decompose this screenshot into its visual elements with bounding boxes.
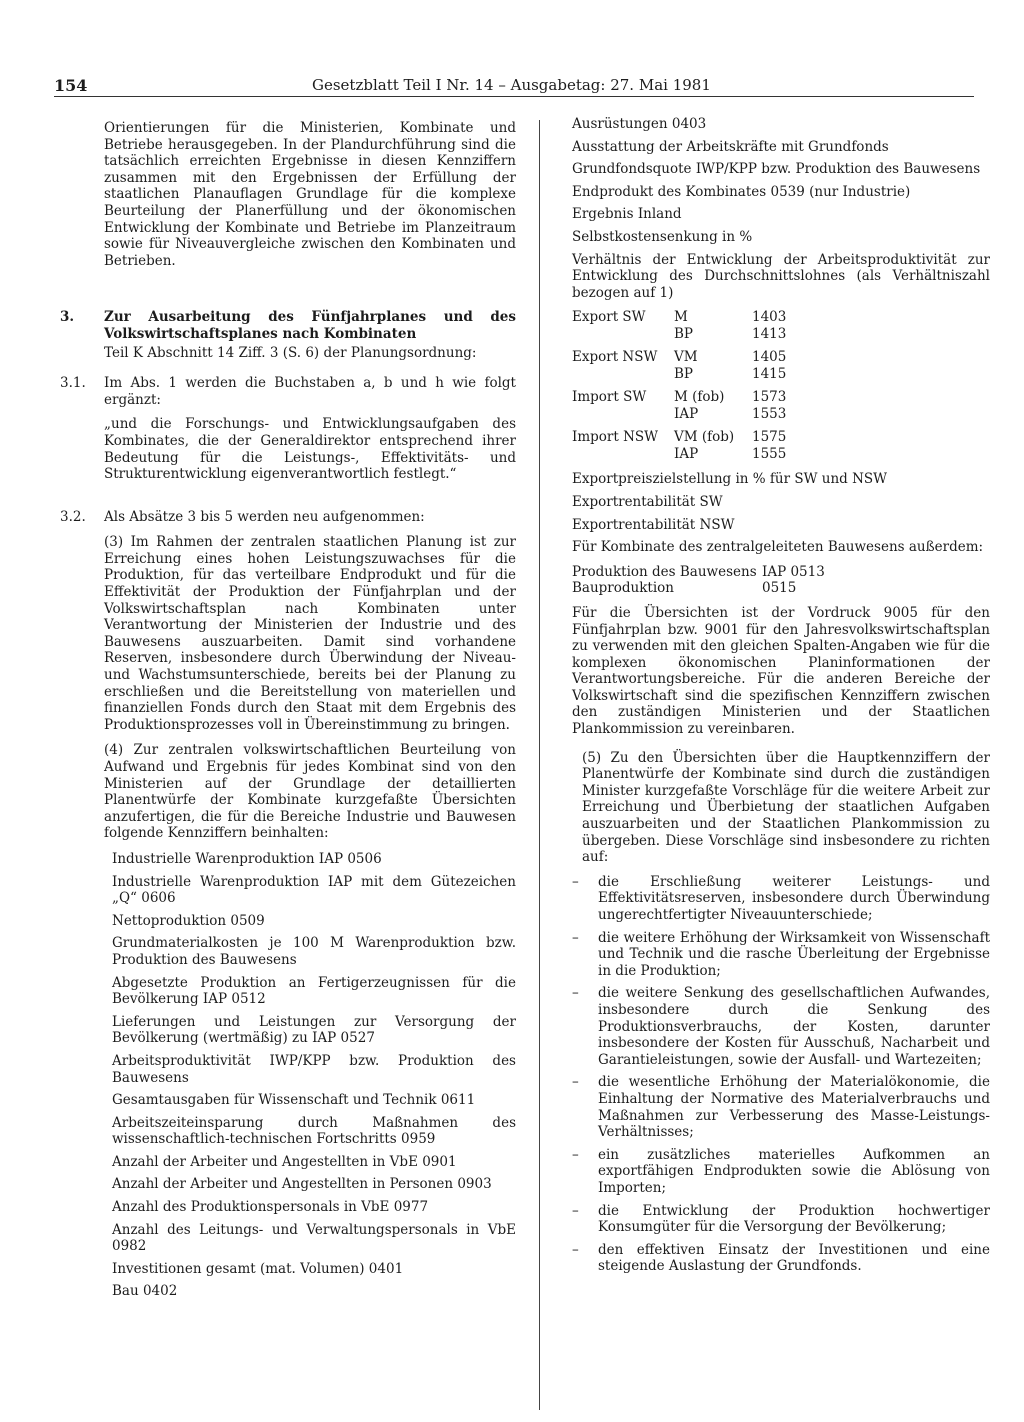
section-3-1-number: 3.1. bbox=[60, 375, 86, 392]
section-3-reference: Teil K Abschnitt 14 Ziff. 3 (S. 6) der Planungsordnung: bbox=[104, 344, 477, 361]
list-item: Selbstkostensenkung in % bbox=[572, 228, 753, 245]
list-item: Industrielle Warenproduktion IAP 0506 bbox=[112, 850, 382, 867]
list-item: Bau 0402 bbox=[112, 1283, 178, 1300]
list-item: – die Erschließung weiterer Leistungs- und Effektivitätsreserven, insbesondere durch Überwindung ungerechtfertigter Niveauunterschiede; bbox=[572, 873, 990, 923]
list-item: – den effektiven Einsatz der Investitionen und eine steigende Auslastung der Grundfonds. bbox=[572, 1241, 990, 1275]
list-item: Ausstattung der Arbeitskräfte mit Grundfonds bbox=[572, 138, 889, 155]
list-item: Anzahl der Arbeiter und Angestellten in VbE 0901 bbox=[112, 1153, 457, 1170]
paragraph-5: (5) Zu den Übersichten über die Hauptkennziffern der Planentwürfe der Kombinate sind durch die zuständigen Minister kurzgefaßte Vorschläge für die weitere Arbeit zur Erreichung und Überbietung der staatlichen Aufgaben auszuarbeiten und der Staatlichen Plankommission zu übergeben. Diese Vorschläge sind insbesondere zu richten auf: bbox=[582, 749, 990, 866]
list-item: – die wesentliche Erhöhung der Materialökonomie, die Einhaltung der Normative des Materialverbrauchs und Maßnahmen zur Verbesserung des Masse-Leistungs-Verhältnisses; bbox=[572, 1074, 990, 1141]
dash-list bbox=[572, 874, 990, 1275]
kennziffer-list bbox=[112, 851, 516, 1300]
section-3-1 bbox=[60, 375, 516, 483]
section-3-2 bbox=[60, 508, 516, 1300]
dash-bullet: – bbox=[572, 985, 579, 1002]
list-item: Exportrentabilität NSW bbox=[572, 516, 735, 533]
running-title: Gesetzblatt Teil I Nr. 14 – Ausgabetag: 27. Mai 1981 bbox=[312, 76, 711, 94]
code-row: Export SW M 1403 bbox=[572, 309, 787, 326]
list-item: – ein zusätzliches materielles Aufkommen an exportfähigen Endprodukten sowie die Ablösung von Importen; bbox=[572, 1146, 990, 1196]
page-number: 154 bbox=[54, 76, 88, 95]
list-item: Grundmaterialkosten je 100 M Warenproduktion bzw. Produktion des Bauwesens bbox=[112, 935, 516, 968]
trade-code-table bbox=[572, 309, 990, 462]
list-item: Für Kombinate des zentralgeleiteten Bauwesens außerdem: bbox=[572, 539, 984, 556]
list-item: Gesamtausgaben für Wissenschaft und Technik 0611 bbox=[112, 1092, 476, 1109]
list-item: Ergebnis Inland bbox=[572, 206, 682, 223]
uebersichten-paragraph: Für die Übersichten ist der Vordruck 9005 für den Fünfjahrplan bzw. 9001 für den Jahresvolkswirtschaftsplan zu verwenden mit den gleichen Spalten-Angaben wie für die komplexen ökonomischen Planinformationen der Verantwortungsbereiche. Für die anderen Bereiche der Volkswirtschaft sind die spezifischen Kennziffern zwischen den zuständigen Ministerien und der Staatlichen Plankommission zu vereinbaren. bbox=[572, 604, 990, 738]
section-3-2-number: 3.2. bbox=[60, 508, 86, 525]
code-row: Bauproduktion 0515 bbox=[572, 580, 797, 597]
paragraph-4: (4) Zur zentralen volkswirtschaftlichen Beurteilung von Aufwand und Ergebnis für jedes Kombinat sind von den Ministerien auf der Grundlage der detaillierten Planentwürfe der Kombinate kurzgefaßte Übersichten anzufertigen, die für die Bereiche Industrie und Bauwesen folgende Kennziffern beinhalten: bbox=[104, 742, 516, 842]
list-item: – die weitere Erhöhung der Wirksamkeit von Wissenschaft und Technik und die rasche Überleitung der Ergebnisse in die Produktion; bbox=[572, 929, 990, 979]
intro-paragraph: Orientierungen für die Ministerien, Kombinate und Betriebe herausgegeben. In der Plandurchführung sind die tatsächlich erreichten Ergebnisse in diesen Kennziffern zusammen mit den Ergebnissen der Erfüllung der staatlichen Planauflagen Grundlage für die komplexe Beurteilung der Planerfüllung und der ökonomischen Entwicklung der Kombinate und Betriebe im Planzeitraum sowie für Niveauvergleiche zwischen den Kombinaten und Betrieben. bbox=[104, 120, 516, 269]
dash-bullet: – bbox=[572, 1074, 579, 1091]
code-row: IAP 1555 bbox=[674, 445, 787, 462]
list-item: Anzahl des Produktionspersonals in VbE 0977 bbox=[112, 1199, 429, 1216]
code-row: Export NSW VM 1405 bbox=[572, 349, 787, 366]
code-row: Produktion des Bauwesens IAP 0513 bbox=[572, 563, 825, 580]
list-item: Verhältnis der Entwicklung der Arbeitsproduktivität zur Entwicklung des Durchschnittslohnes (als Verhältniszahl bezogen auf 1) bbox=[572, 251, 990, 301]
dash-bullet: – bbox=[572, 1202, 579, 1219]
dash-bullet: – bbox=[572, 1241, 579, 1258]
paragraph-3: (3) Im Rahmen der zentralen staatlichen Planung ist zur Erreichung eines hohen Leistungszuwachses für die Produktion, für das verteilbare Endprodukt und für die Effektivität der Produktion der Fünfjahrplan und der Volkswirtschaftsplan nach Kombinaten unter Verantwortung der Ministerien der Industrie und des Bauwesens auszuarbeiten. Damit sind vorhandene Reserven, insbesondere durch Überwindung der Niveau- und Wachstumsunterschiede, bereits bei der Planung zu erschließen und die Bereitstellung von materiellen und finanziellen Fonds durch den Staat mit dem Ergebnis des Produktionsprozesses voll in Übereinstimmung zu bringen. bbox=[104, 534, 516, 733]
list-item: Arbeitsproduktivität IWP/KPP bzw. Produktion des Bauwesens bbox=[112, 1052, 516, 1086]
bauwesen-codes bbox=[572, 564, 990, 597]
dash-bullet: – bbox=[572, 1146, 579, 1163]
column-divider bbox=[539, 120, 540, 1410]
list-item: – die weitere Senkung des gesellschaftlichen Aufwandes, insbesondere durch die Senkung des Produktionsverbrauchs, der Kosten, darunter insbesondere der Kosten für Ausschuß, Nacharbeit und Garantieleistungen, sowie der Ausfall- und Wartezeiten; bbox=[572, 985, 990, 1068]
list-item: Grundfondsquote IWP/KPP bzw. Produktion des Bauwesens bbox=[572, 161, 981, 178]
list-item: Exportrentabilität SW bbox=[572, 493, 723, 510]
list-item: Arbeitszeiteinsparung durch Maßnahmen des wissenschaftlich-technischen Fortschritts 0959 bbox=[112, 1114, 516, 1148]
list-item: Anzahl des Leitungs- und Verwaltungspersonals in VbE 0982 bbox=[112, 1221, 516, 1255]
code-row: BP 1413 bbox=[674, 325, 787, 342]
list-item: Industrielle Warenproduktion IAP mit dem Gütezeichen „Q“ 0606 bbox=[112, 873, 516, 907]
section-3-1-text: Im Abs. 1 werden die Buchstaben a, b und h wie folgt ergänzt: bbox=[104, 375, 516, 408]
list-item: Lieferungen und Leistungen zur Versorgung der Bevölkerung (wertmäßig) zu IAP 0527 bbox=[112, 1013, 516, 1047]
list-item: Exportpreiszielstellung in % für SW und NSW bbox=[572, 471, 888, 488]
list-item: Anzahl der Arbeiter und Angestellten in Personen 0903 bbox=[112, 1176, 492, 1193]
right-column bbox=[572, 116, 990, 1281]
list-item: – die Entwicklung der Produktion hochwertiger Konsumgüter für die Versorgung der Bevölkerung; bbox=[572, 1202, 990, 1236]
list-item: Nettoproduktion 0509 bbox=[112, 912, 265, 929]
list-item: Ausrüstungen 0403 bbox=[572, 116, 707, 132]
list-item: Endprodukt des Kombinates 0539 (nur Industrie) bbox=[572, 183, 911, 200]
dash-bullet: – bbox=[572, 873, 579, 890]
code-row: Import NSW VM (fob) 1575 bbox=[572, 429, 787, 446]
code-row: BP 1415 bbox=[674, 365, 787, 382]
list-item: Abgesetzte Produktion an Fertigerzeugnissen für die Bevölkerung IAP 0512 bbox=[112, 974, 516, 1008]
header-rule bbox=[54, 96, 974, 97]
dash-bullet: – bbox=[572, 929, 579, 946]
section-3-1-quote: „und die Forschungs- und Entwicklungsaufgaben des Kombinates, die der Generaldirektor entsprechend ihrer Bedeutung für die Leistungs-, Effektivitäts- und Strukturentwicklung eigenverantwortlich festlegt.“ bbox=[104, 416, 516, 483]
section-3-2-text: Als Absätze 3 bis 5 werden neu aufgenommen: bbox=[104, 508, 425, 525]
left-column bbox=[60, 120, 516, 1306]
section-3-title: Zur Ausarbeitung des Fünfjahrplanes und des Volkswirtschaftsplanes nach Kombinaten bbox=[104, 309, 516, 342]
code-row: IAP 1553 bbox=[674, 405, 787, 422]
code-row: Import SW M (fob) 1573 bbox=[572, 389, 787, 406]
section-3 bbox=[60, 309, 516, 361]
section-3-number: 3. bbox=[60, 309, 75, 326]
list-item: Investitionen gesamt (mat. Volumen) 0401 bbox=[112, 1260, 404, 1277]
page-header bbox=[54, 76, 974, 96]
